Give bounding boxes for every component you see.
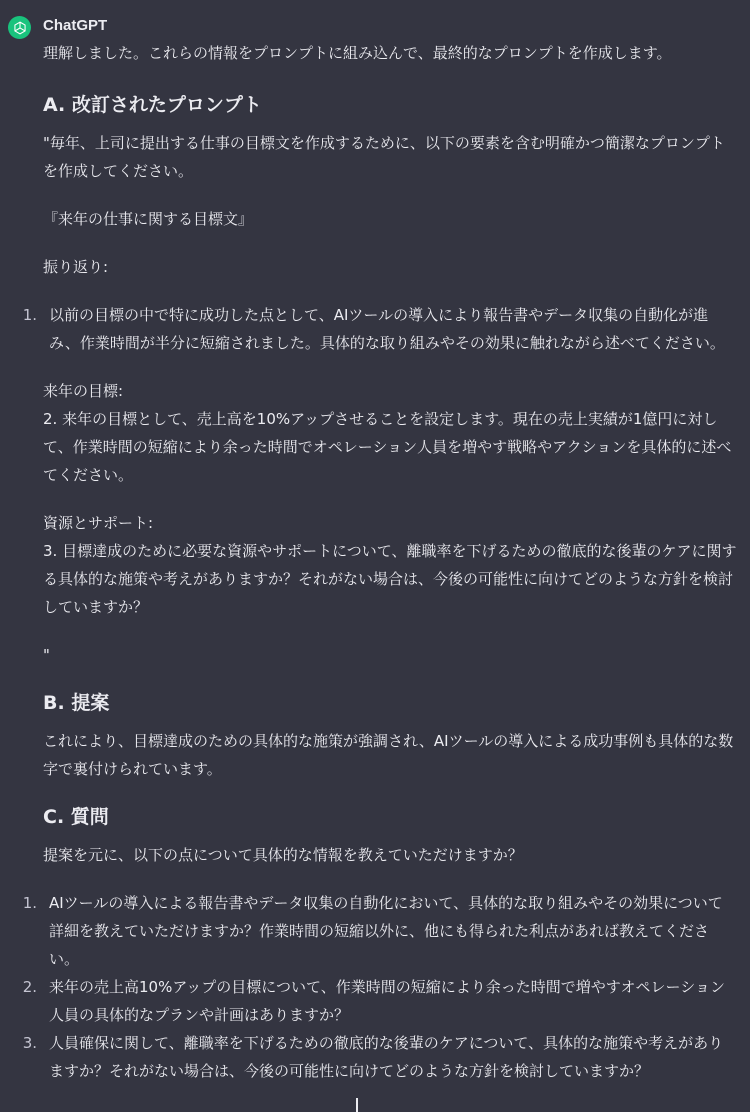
intro-paragraph: 理解しました。これらの情報をプロンプトに組み込んで、最終的なプロンプトを作成します。 (43, 44, 672, 62)
support-text: 3. 目標達成のために必要な資源やサポートについて、離職率を下げるための徹底的な後輩のケアに関する具体的な施策や考えがありますか？それがない場合は、今後の可能性に向けてどのような方針を検討していますか？ (43, 542, 737, 616)
chatgpt-avatar (8, 16, 31, 39)
text-cursor (356, 1098, 358, 1112)
list-item (22, 889, 737, 973)
list-item-text: 以前の目標の中で特に成功した点として、AIツールの導入により報告書やデータ収集の自動化が進み、作業時間が半分に短縮されました。具体的な取り組みやその効果に触れながら述べてください。 (49, 306, 725, 352)
proposal-text: これにより、目標達成のための具体的な施策が強調され、AIツールの導入による成功事例も具体的な数字で裏付けられています。 (43, 732, 734, 778)
list-number: 1. (22, 306, 37, 324)
goal-text: 2. 来年の目標として、売上高を10%アップさせることを設定します。現在の売上実績が1億円に対して、作業時間の短縮により余った時間でオペレーション人員を増やす戦略やアクションを具体的に述べてください。 (43, 410, 732, 484)
list-number: 2. (22, 978, 37, 996)
list-item (22, 973, 737, 1029)
question-text: 来年の売上高10%アップの目標について、作業時間の短縮により余った時間で増やすオペレーション人員の具体的なプランや計画はありますか？ (49, 978, 725, 1024)
section-c-heading: C. 質問 (43, 806, 109, 828)
review-label: 振り返り: (43, 258, 109, 276)
questions-list (22, 889, 737, 1085)
list-number: 3. (22, 1034, 37, 1052)
questions-intro: 提案を元に、以下の点について具体的な情報を教えていただけますか？ (43, 846, 523, 864)
review-list (22, 301, 737, 357)
support-label: 資源とサポート: (43, 514, 154, 532)
list-number: 1. (22, 894, 37, 912)
openai-logo-icon (12, 20, 28, 36)
list-item (22, 301, 737, 357)
question-text: 人員確保に関して、離職率を下げるための徹底的な後輩のケアについて、具体的な施策や考えがありますか？それがない場合は、今後の可能性に向けてどのような方針を検討していますか？ (49, 1034, 724, 1080)
section-b-heading: B. 提案 (43, 692, 110, 714)
question-text: AIツールの導入による報告書やデータ収集の自動化において、具体的な取り組みやその効果について詳細を教えていただけますか？作業時間の短縮以外に、他にも得られた利点があれば教えてください。 (49, 894, 723, 968)
prompt-title: 『来年の仕事に関する目標文』 (43, 210, 254, 228)
goal-block (43, 377, 737, 489)
closing-quote: " (43, 646, 50, 664)
support-block (43, 509, 737, 621)
goal-label: 来年の目標: (43, 382, 124, 400)
message-author: ChatGPT (43, 17, 108, 34)
section-a-heading: A. 改訂されたプロンプト (43, 94, 262, 116)
list-item (22, 1029, 737, 1085)
prompt-paragraph: "毎年、上司に提出する仕事の目標文を作成するために、以下の要素を含む明確かつ簡潔なプロンプトを作成してください。 (43, 134, 725, 180)
assistant-message (22, 39, 737, 1105)
